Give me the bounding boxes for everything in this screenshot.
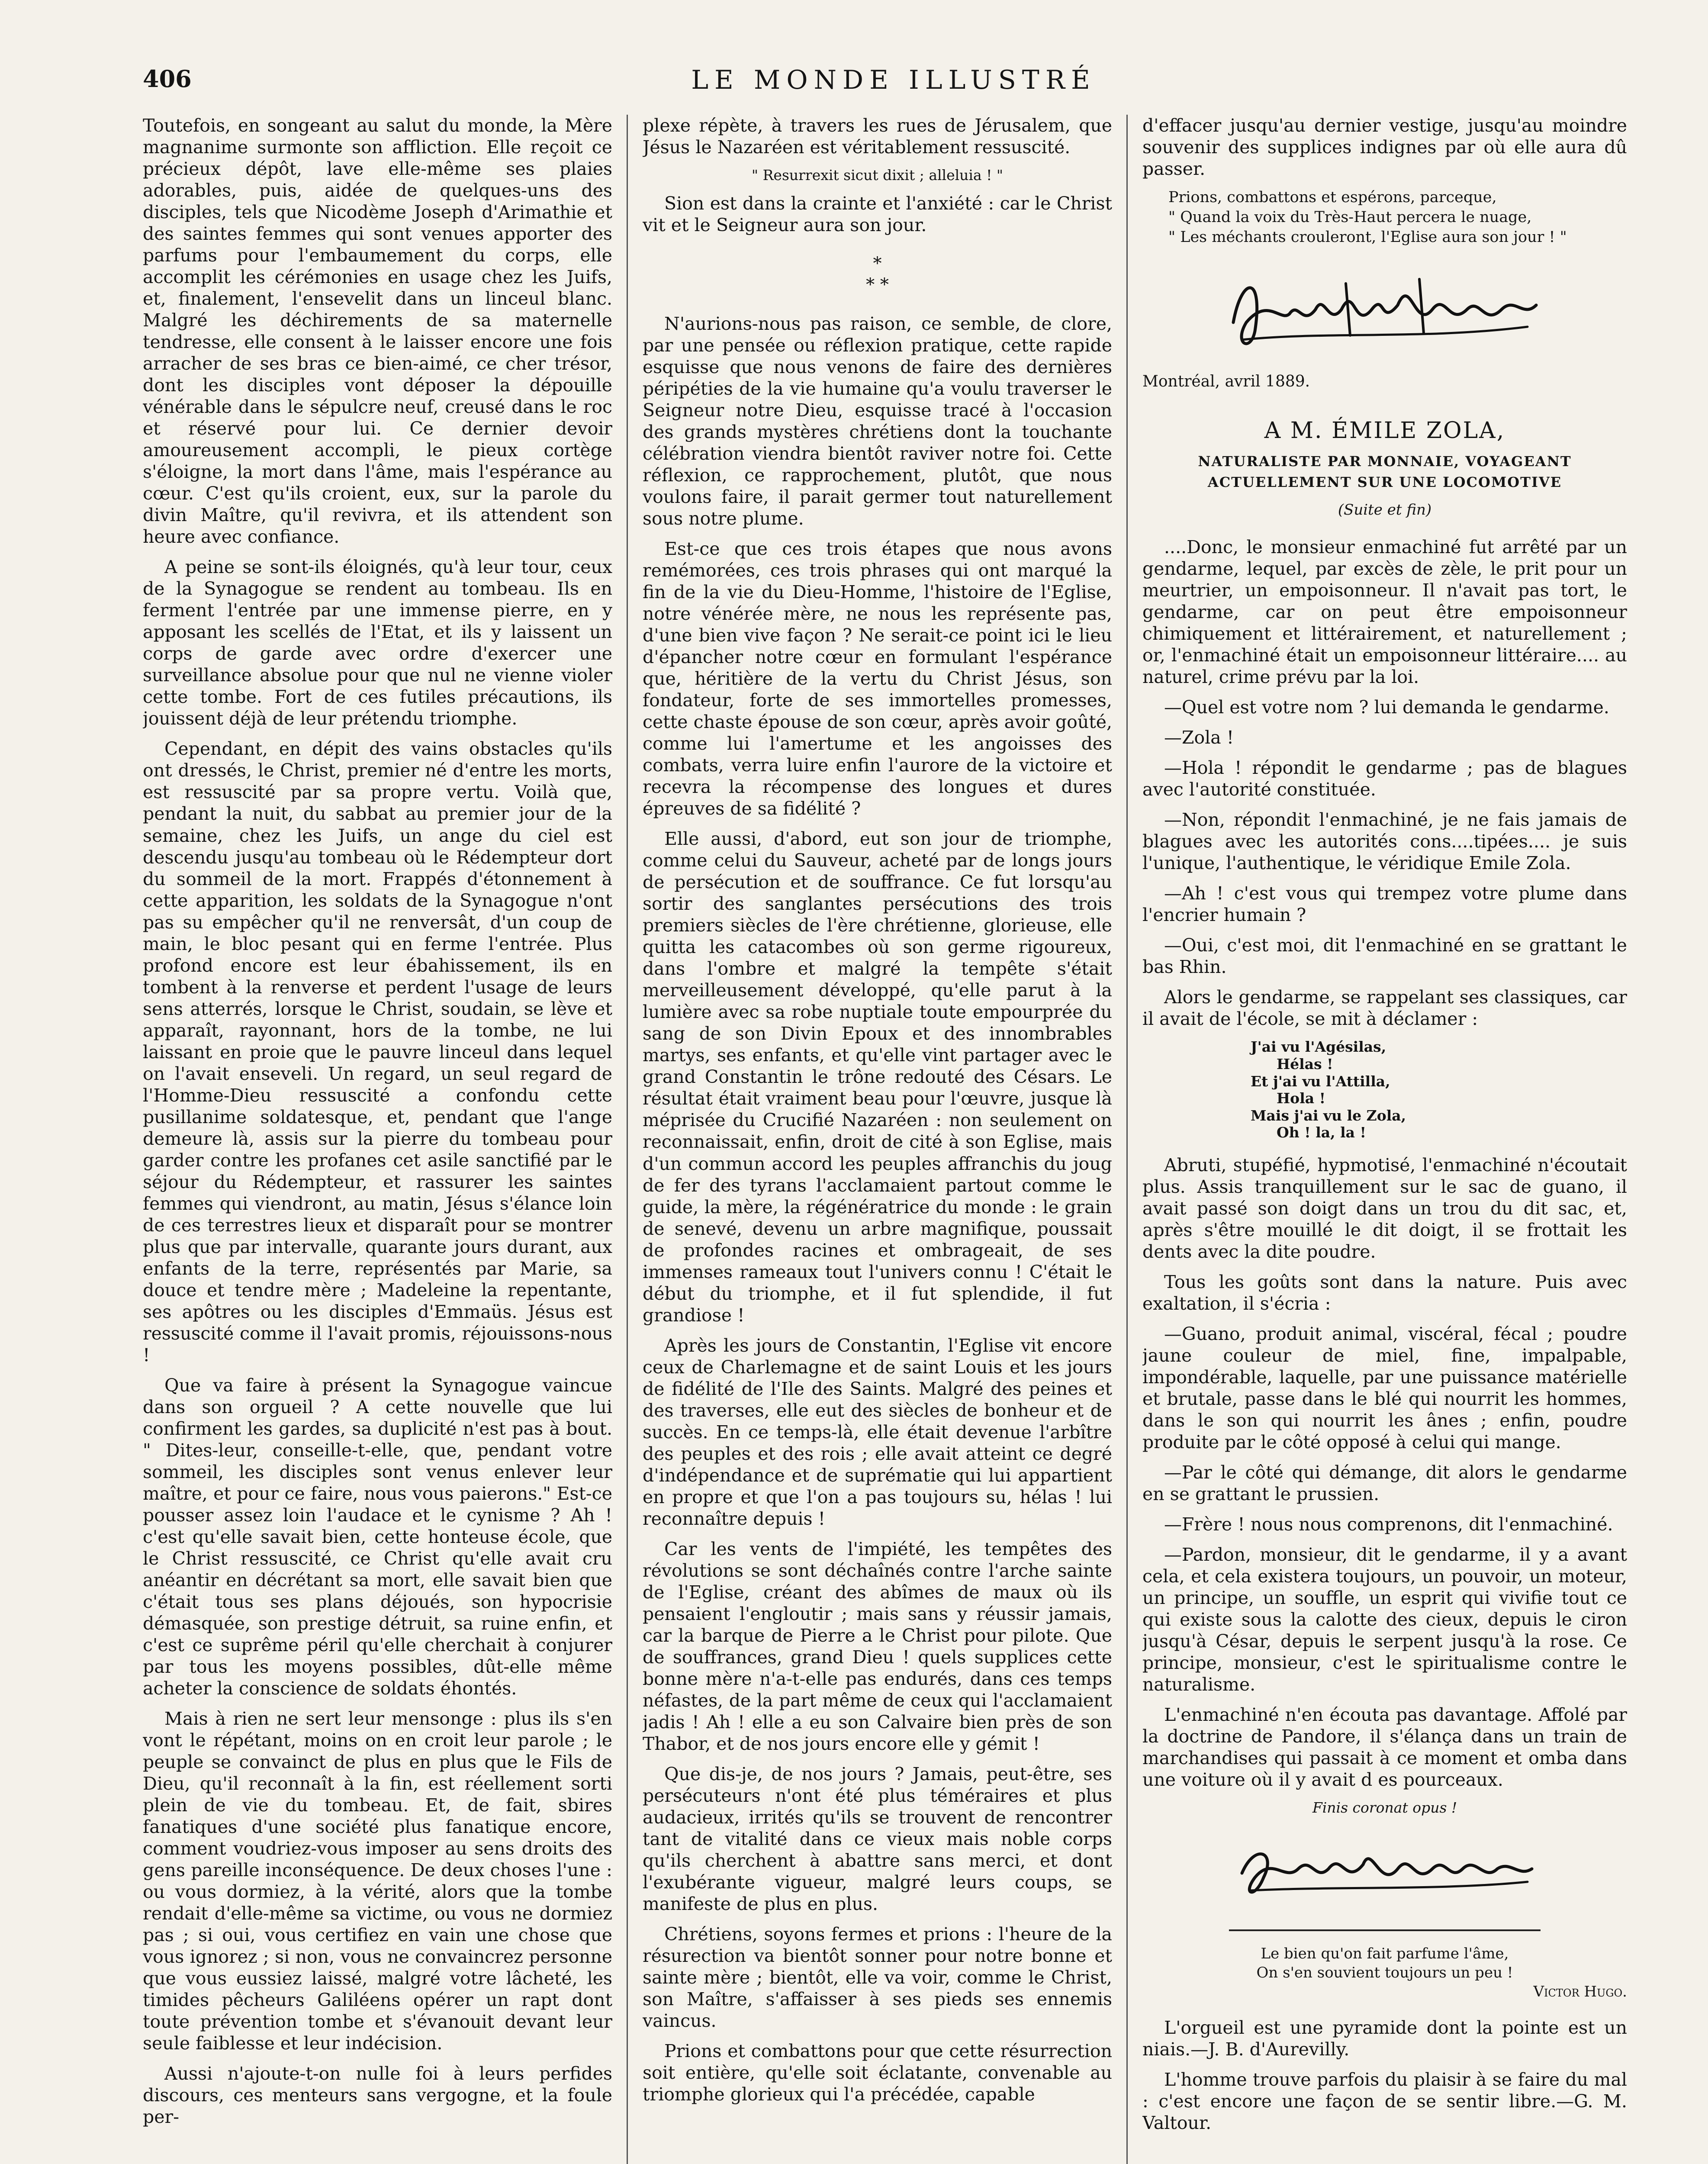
paragraph: L'enmachiné n'en écouta pas davantage. Affolé par la doctrine de Pandore, il s'élança dans un train de marchandises qui passait à ce moment et omba dans une voiture où il y avait d es pourceaux. bbox=[1142, 1704, 1627, 1790]
column-divider bbox=[627, 115, 628, 2164]
paragraph: —Oui, c'est moi, dit l'enmachiné en se grattant le bas Rhin. bbox=[1142, 935, 1627, 978]
poem-line: J'ai vu l'Agésilas, bbox=[1251, 1038, 1386, 1056]
page-number: 406 bbox=[143, 65, 192, 93]
poem-line: Mais j'ai vu le Zola, bbox=[1251, 1107, 1406, 1124]
verse-line: Prions, combattons et espérons, parceque, bbox=[1168, 189, 1497, 206]
paragraph: —Quel est votre nom ? lui demanda le gendarme. bbox=[1164, 697, 1609, 718]
divider-rule bbox=[1229, 1929, 1541, 1931]
paragraph: Abruti, stupéfié, hypmotisé, l'enmachiné n'écoutait plus. Assis tranquillement sur le sac de guano, il avait passé son doigt dans un trou du dit sac, et, après s'être mouillé le dit doigt, il se frottait les dents avec la dite poudre. bbox=[1142, 1154, 1627, 1262]
paragraph: ....Donc, le monsieur enmachiné fut arrêté par un gendarme, lequel, par excès de zèle, le prit pour un meurtrier, un empoisonneur. Il n'avait pas tort, le gendarme, car on peut être empoisonneur chimiquement et littérairement, et naturellement ; or, l'enmachiné était un empoisonneur littéraire.... au naturel, crime prévu par la loi. bbox=[1142, 537, 1627, 688]
page-header bbox=[143, 65, 1644, 113]
paragraph: Mais à rien ne sert leur mensonge : plus ils s'en vont le répétant, moins on en croit leur parole ; le peuple se convainct de plus en plus que le Fils de Dieu, qu'il reconnaît à la fin, est réellement sorti plein de vie du tombeau. Et, de fait, sbires fanatiques d'une société plus fanatique encore, comment voudriez-vous imposer au sens droits des gens pareille inconséquence. De deux choses l'une : ou vous dormiez, à la vérité, alors que la tombe rendait d'elle-même sa victime, ou vous ne dormiez pas ; si oui, vous certifiez en vain une chose que vous ignorez ; si non, vous ne convaincrez personne que vous eussiez laissé, malgré votre lâcheté, les timides pêcheurs Galiléens opérer un rapt dont toute prévention tombe et s'évanouit devant leur seule faiblesse et leur indécision. bbox=[143, 1708, 612, 2054]
paragraph: Que va faire à présent la Synagogue vaincue dans son orgueil ? A cette nouvelle que lui confirment les gardes, sa duplicité n'est pas à bout. " Dites-leur, conseille-t-elle, que, pendant votre sommeil, les disciples sont venus enlever leur maître, et pour ce faire, nous vous paierons." Est-ce pousser assez loin l'audace et le cynisme ? Ah ! c'est qu'elle savait bien, cette honteuse école, que le Christ ressuscité, ce Christ qu'elle avait cru anéantir en décrétant sa mort, elle savait bien que c'était tous ses plans déjoués, son hypocrisie démasquée, son prestige détruit, sa ruine enfin, et c'est ce suprême péril qu'elle cherchait à conjurer par tous les moyens possibles, dût-elle même acheter la conscience de soldats éhontés. bbox=[143, 1375, 612, 1699]
paragraph: Cependant, en dépit des vains obstacles qu'ils ont dressés, le Christ, premier né d'entre les morts, est ressuscité par sa propre vertu. Voilà que, pendant la nuit, du sabbat au premier jour de la semaine, chez les Juifs, un ange du ciel est descendu jusqu'au tombeau où le Rédempteur dort du sommeil de la mort. Frappés d'étonnement à cette apparition, les soldats de la Synagogue n'ont pas su empêcher qu'il ne renversât, d'un coup de main, le bloc pesant qui en ferme l'entrée. Plus profond encore est leur ébahissement, ils en tombent à la renverse et perdent l'usage de leurs sens atterrés, lorsque le Christ, soudain, se lève et apparaît, rayonnant, hors de la tombe, ne lui laissant en proie que le pauvre linceul dans lequel on l'avait enseveli. Un regard, un seul regard de l'Homme-Dieu ressuscité a confondu cette pusillanime soldatesque, et, pendant que l'ange demeure là, assis sur la pierre du tombeau pour garder contre les profanes cet asile sanctifié par le séjour du Rédempteur, et rassurer les saintes femmes qui viendront, au matin, Jésus s'élance loin de ces terrestres lieux et disparaît pour se montrer plus que par intervalle, quarante jours durant, aux enfants de la terre, représentés par Marie, sa douce et tendre mère ; Madeleine la repentante, ses apôtres ou les disciples d'Emmaüs. Jésus est ressuscité comme il l'avait promis, réjouissons-nous ! bbox=[143, 738, 612, 1365]
verse-line: " Les méchants crouleront, l'Eglise aura son jour ! " bbox=[1168, 228, 1567, 246]
closing-motto: Finis coronat opus ! bbox=[1312, 1799, 1457, 1816]
paragraph: —Ah ! c'est vous qui trempez votre plume dans l'encrier humain ? bbox=[1142, 883, 1627, 926]
column-2 bbox=[643, 115, 1112, 2164]
paragraph: Toutefois, en songeant au salut du monde, la Mère magnanime surmonte son affliction. Elle reçoit ce précieux dépôt, lave elle-même ses plaies adorables, puis, aidée de quelques-uns des disciples, tels que Nicodème Joseph d'Arimathie et des saintes femmes qui sont venues apporter des parfums pour l'embaumement du corps, elle accomplit les cérémonies en usage chez les Juifs, et, finalement, l'ensevelit dans un linceul blanc. Malgré les déchirements de sa maternelle tendresse, elle consent à le laisser encore une fois arracher de ses bras ce bien-aimé, ce cher trésor, dont les disciples vont déposer la dépouille vénérable dans le sépulcre neuf, creusé dans le roc et réservé pour lui. Ce dernier devoir amoureusement accompli, le pieux cortège s'éloigne, la mort dans l'âme, mais l'espérance au cœur. C'est qu'ils croient, eux, sur la parole du divin Maître, qu'il revivra, et ils attendent son heure avec confiance. bbox=[143, 115, 612, 547]
paragraph: —Non, répondit l'enmachiné, je ne fais jamais de blagues avec les autorités cons....tipées.... je suis l'unique, l'authentique, le véridique Emile Zola. bbox=[1142, 809, 1627, 874]
paragraph: Tous les goûts sont dans la nature. Puis avec exaltation, il s'écria : bbox=[1142, 1272, 1627, 1314]
poem-line: Hola ! bbox=[1277, 1090, 1326, 1107]
paragraph: Après les jours de Constantin, l'Eglise vit encore ceux de Charlemagne et de saint Louis et les jours de fidélité de l'Ile des Saints. Malgré des peines et des traverses, elle eut des siècles de bonheur et de succès. En ce temps-là, elle était devenue l'arbître des peuples et des rois ; elle avait atteint ce degré d'indépendance et de suprématie qui lui appartient en propre et que l'on a pas toujours su, hélas ! lui reconnaître depuis ! bbox=[643, 1335, 1112, 1529]
article-subtitle: NATURALISTE PAR MONNAIE, VOYAGEANT ACTUELLEMENT SUR UNE LOCOMOTIVE bbox=[1198, 453, 1572, 490]
paragraph: N'aurions-nous pas raison, ce semble, de clore, par une pensée ou réflexion pratique, cette rapide esquisse que nous venons de faire des dernières péripéties de la vie humaine qu'a voulu traverser le Seigneur notre Dieu, esquisse tracé à l'occasion des grands mystères chrétiens dont la touchante célébration viendra bientôt raviver notre foi. Cette réflexion, ce rapprochement, plutôt, que nous voulons faire, il parait germer tout naturellement sous notre plume. bbox=[643, 313, 1112, 529]
maxim: L'homme trouve parfois du plaisir à se faire du mal : c'est encore une façon de se sentir libre.—G. M. Valtour. bbox=[1142, 2069, 1627, 2134]
article-title: A M. ÉMILE ZOLA, bbox=[1264, 418, 1505, 444]
poem-line: Et j'ai vu l'Attilla, bbox=[1251, 1072, 1390, 1090]
handwritten-signature-2 bbox=[1142, 1826, 1627, 1912]
epigraph-line: Le bien qu'on fait parfume l'âme, bbox=[1261, 1945, 1509, 1962]
paragraph: —Par le côté qui démange, dit alors le gendarme en se grattant le prussien. bbox=[1142, 1462, 1627, 1505]
verse-line: " Quand la voix du Très-Haut percera le nuage, bbox=[1168, 208, 1532, 226]
paragraph: Alors le gendarme, se rappelant ses classiques, car il avait de l'école, se mit à déclamer : bbox=[1142, 987, 1627, 1030]
paragraph: —Hola ! répondit le gendarme ; pas de blagues avec l'autorité constituée. bbox=[1142, 757, 1627, 800]
column-3 bbox=[1142, 115, 1627, 2164]
paragraph: —Pardon, monsieur, dit le gendarme, il y a avant cela, et cela existera toujours, un pouvoir, un moteur, un principe, un souffle, un esprit qui vivifie tout ce qui existe sous la calotte des cieux, depuis le ciron jusqu'à César, depuis le serpent jusqu'à la rose. Ce principe, monsieur, c'est le spiritualisme contre le naturalisme. bbox=[1142, 1544, 1627, 1695]
paragraph: Chrétiens, soyons fermes et prions : l'heure de la résurection va bientôt sonner pour notre bonne et sainte mère ; bientôt, elle va voir, comme le Christ, son Maître, s'affaisser à ses pieds ses ennemis vaincus. bbox=[643, 1924, 1112, 2032]
signature-drawing bbox=[1216, 258, 1554, 361]
recited-poem bbox=[1251, 1038, 1627, 1141]
masthead: LE MONDE ILLUSTRÉ bbox=[691, 65, 1096, 95]
epigraph-line: On s'en souvient toujours un peu ! bbox=[1256, 1964, 1513, 1981]
paragraph: d'effacer jusqu'au dernier vestige, jusqu'au moindre souvenir des supplices indignes par où elle aura dû passer. bbox=[1142, 115, 1627, 180]
column-1 bbox=[143, 115, 612, 2164]
paragraph: Sion est dans la crainte et l'anxiété : car le Christ vit et le Seigneur aura son jour. bbox=[643, 193, 1112, 236]
paragraph: —Frère ! nous nous comprenons, dit l'enmachiné. bbox=[1164, 1514, 1613, 1535]
paragraph: Est-ce que ces trois étapes que nous avons remémorées, ces trois phrases qui ont marqué la fin de la vie du Dieu-Homme, l'histoire de l'Eglise, notre vénérée mère, ne nous les représente pas, d'une bien vive façon ? Ne serait-ce point ici le lieu d'épancher notre cœur en formulant l'espérance que, héritière de la vertu du Christ Jésus, son fondateur, forte de ses immortelles promesses, cette chaste épouse de son cœur, après avoir goûté, comme lui l'amertume et les angoisses des combats, verra luire enfin l'aurore de la victoire et recevra la récompense des longues et dures épreuves de sa fidélité ? bbox=[643, 538, 1112, 819]
column-divider bbox=[1126, 115, 1128, 2164]
signature-drawing-2 bbox=[1216, 1817, 1554, 1921]
paragraph: Aussi n'ajoute-t-on nulle foi à leurs perfides discours, ces menteurs sans vergogne, et la foule per- bbox=[143, 2063, 612, 2128]
paragraph: —Guano, produit animal, viscéral, fécal ; poudre jaune couleur de miel, fine, impalpable, impondérable, laquelle, par une puissance matérielle et brutale, passe dans le blé qui nourrit les hommes, dans le son qui nourrit les ânes ; enfin, poudre produite par le côté opposé à celui qui mange. bbox=[1142, 1324, 1627, 1453]
poem-line: Oh ! la, la ! bbox=[1277, 1124, 1366, 1141]
maxim: L'orgueil est une pyramide dont la pointe est un niais.—J. B. d'Aurevilly. bbox=[1142, 2017, 1627, 2060]
paragraph: Elle aussi, d'abord, eut son jour de triomphe, comme celui du Sauveur, acheté par de longs jours de persécution et de souffrance. Ce fut lorsqu'au sortir des sanglantes persécutions des trois premiers siècles de l'ère chrétienne, glorieuse, elle quitta les catacombes où son germe rigoureux, dans l'ombre et malgré la tempête s'était merveilleusement développé, qu'elle parut à la lumière avec sa robe nuptiale toute empourprée du sang de son Divin Epoux et des innombrables martys, ses enfants, et qu'elle vint partager avec le grand Constantin le trône redouté des Césars. Le résultat était vraiment beau pour l'œuvre, jusque là méprisée du Crucifié Nazaréen : non seulement on reconnaissait, enfin, droit de cité à son Eglise, mais d'un commun accord les peuples affranchis du joug de fer des tyrans l'acclamaient partout comme le guide, la mère, la régénératrice du monde : le grain de senevé, devenu un arbre magnifique, poussait de profondes racines et ombrageait, de ses immenses rameaux tout l'univers connu ! C'était le début du triomphe, et il fut splendide, il fut grandiose ! bbox=[643, 828, 1112, 1326]
poem-line: Hélas ! bbox=[1277, 1056, 1333, 1073]
paragraph: Prions et combattons pour que cette résurrection soit entière, qu'elle soit éclatante, convenable au triomphe glorieux qui l'a précédée, capable bbox=[643, 2041, 1112, 2105]
asterism: * * * bbox=[866, 254, 889, 295]
paragraph: plexe répète, à travers les rues de Jérusalem, que Jésus le Nazaréen est véritablement ressuscité. bbox=[643, 115, 1112, 158]
paragraph: —Zola ! bbox=[1164, 727, 1234, 748]
paragraph: Car les vents de l'impiété, les tempêtes des révolutions se sont déchaînés contre l'arche sainte de l'Eglise, créant des abîmes de maux où ils pensaient l'engloutir ; mais sans y réussir jamais, car la barque de Pierre a le Christ pour pilote. Que de souffrances, grand Dieu ! quels supplices cette bonne mère n'a-t-elle pas endurés, dans ces temps néfastes, de la part même de ceux qui l'acclamaient jadis ! Ah ! elle a eu son Calvaire bien près de son Thabor, et de nos jours encore elle y gémit ! bbox=[643, 1538, 1112, 1754]
latin-quote: " Resurrexit sicut dixit ; alleluia ! " bbox=[751, 167, 1004, 184]
dateline: Montréal, avril 1889. bbox=[1142, 373, 1310, 391]
paragraph: A peine se sont-ils éloignés, qu'à leur tour, ceux de la Synagogue se rendent au tombeau. Ils en ferment l'entrée par une immense pierre, en y apposant les scellés de l'Etat, et ils y laissent un corps de garde avec ordre d'exercer une surveillance absolue pour que nul ne vienne violer cette tombe. Fort de ces futiles précautions, ils jouissent déjà de leur prétendu triomphe. bbox=[143, 557, 612, 729]
handwritten-signature bbox=[1142, 255, 1627, 364]
epigraph-author: Victor Hugo. bbox=[1533, 1983, 1627, 2001]
paragraph: Que dis-je, de nos jours ? Jamais, peut-être, ses persécuteurs n'ont été plus téméraires et plus audacieux, irrités qu'ils se trouvent de rencontrer tant de vitalité dans ce vieux mais noble corps qu'ils cherchent à abattre sans merci, et dont l'exubérante vigueur, malgré leurs coups, se manifeste de plus en plus. bbox=[643, 1763, 1112, 1915]
continued-note: (Suite et fin) bbox=[1338, 501, 1432, 518]
epigraph bbox=[1142, 1944, 1627, 2002]
